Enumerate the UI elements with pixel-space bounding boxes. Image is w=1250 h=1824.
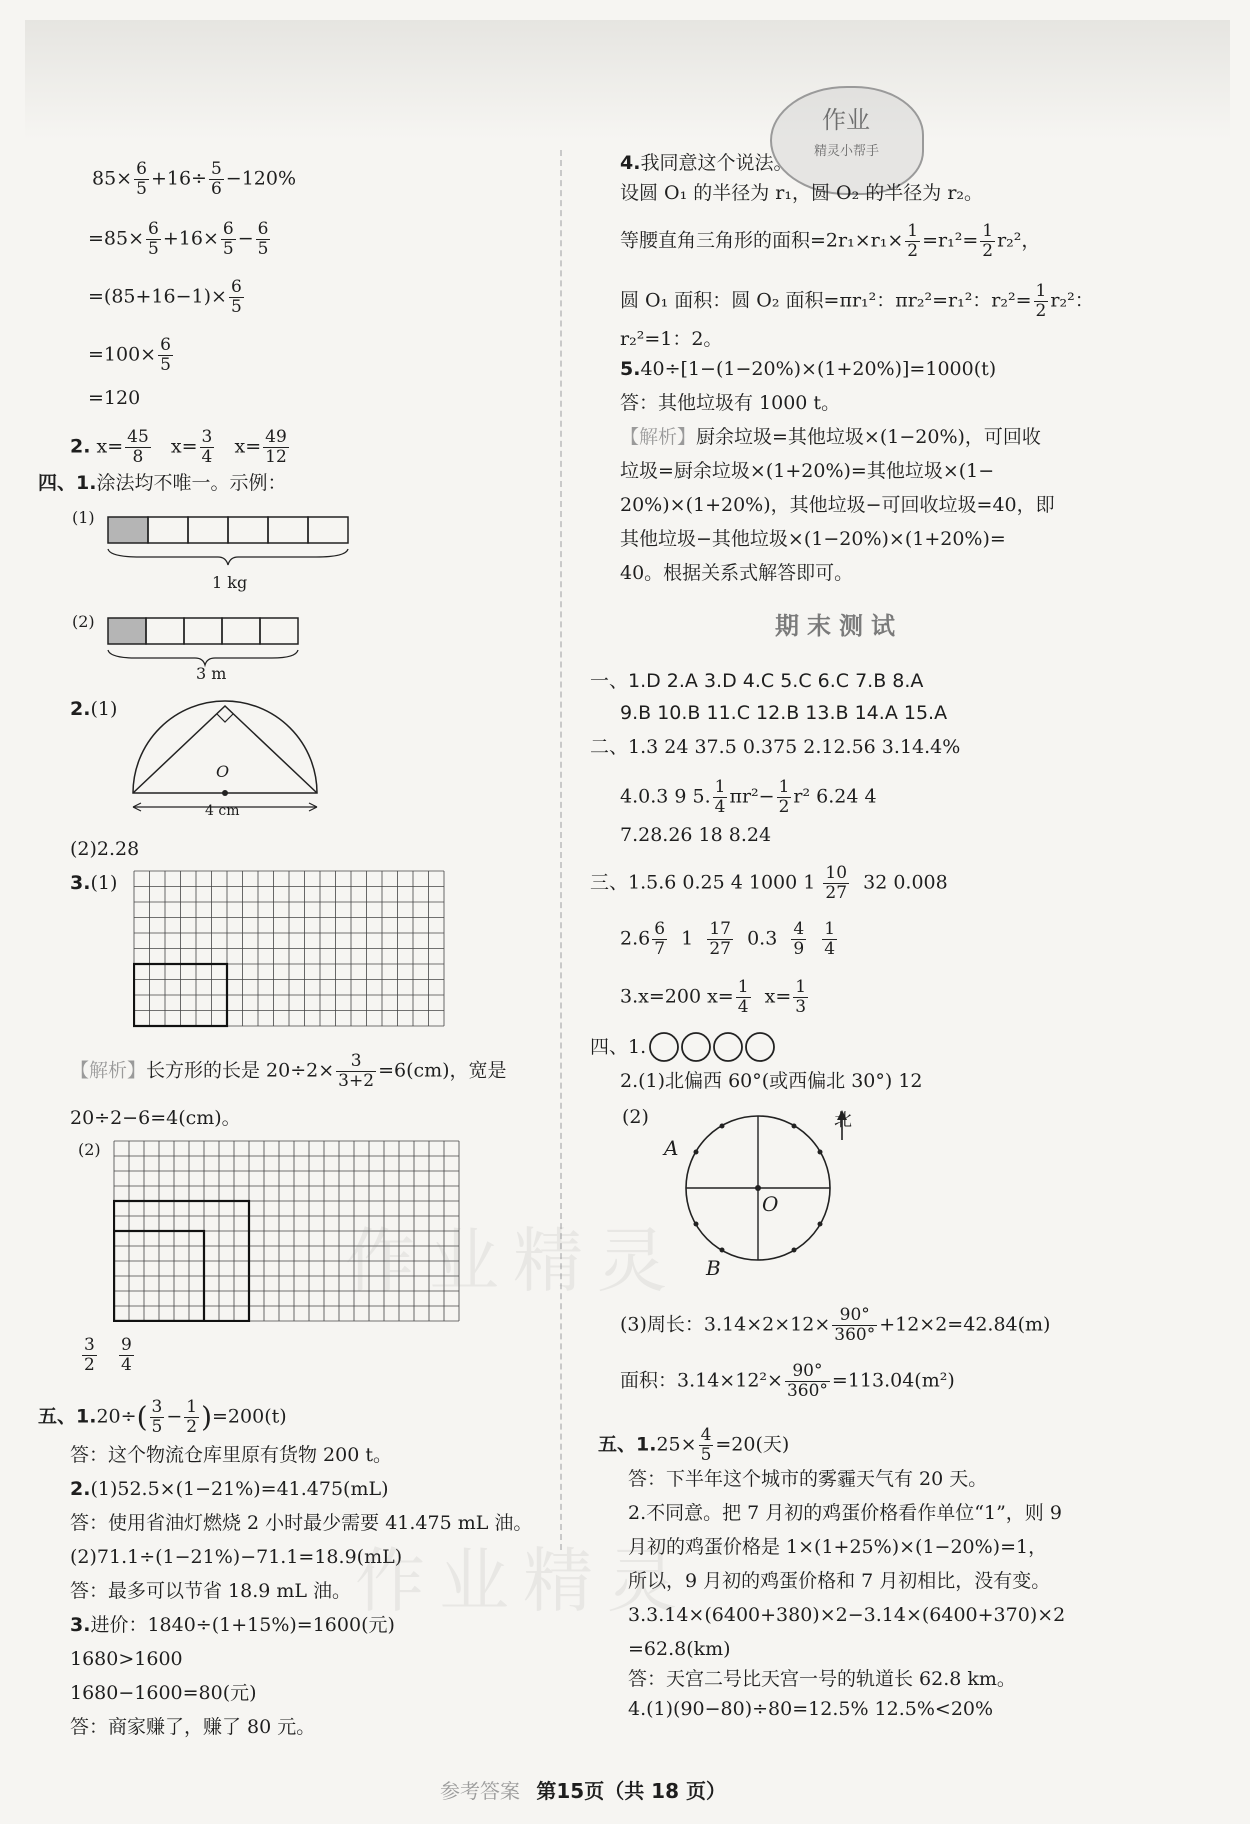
center-o: O [762, 1192, 779, 1216]
unit-1kg: 1 kg [212, 573, 248, 592]
north-label: 北 [834, 1110, 852, 1131]
r-question-5-answer: 答：其他垃圾有 1000 t。 [620, 392, 841, 414]
watermark: 作业精灵 [355, 1540, 691, 1622]
brace [108, 549, 348, 565]
column-divider [560, 150, 562, 1550]
r-analysis-5-c: 20%)×(1+20%)，其他垃圾−可回收垃圾=40，即 [620, 494, 1055, 516]
center-label: O [216, 762, 230, 781]
calc-line-3: =(85+16−1)× $\frac{6}{5}$ [88, 277, 242, 317]
final-test-part2: 二、1.3 24 37.5 0.375 2.12.56 3.14.4% [590, 736, 961, 758]
r-question-4-b: 等腰直角三角形的面积=2r₁×r₁× $\frac{1}{2}$ =r₁²= $\frac{1}{2}$ r₂²， [620, 221, 1041, 261]
fig-3-2-label: (2) [78, 1140, 101, 1159]
point-a: A [664, 1136, 679, 1160]
footer-label: 参考答案 [440, 1779, 520, 1803]
final-test-part4-b: 2.(1)北偏西 60°(或西偏北 30°) 12 [620, 1070, 923, 1092]
fig-1-label: (1) [72, 508, 95, 527]
scan-texture [25, 20, 1230, 140]
final-test-part5-g: 答：天宫二号比天宫一号的轨道长 62.8 km。 [628, 1668, 1016, 1690]
point-b: B [706, 1256, 721, 1280]
final-test-part4: 四、1. [590, 1036, 647, 1058]
final-test-perimeter: (3)周长：3.14×2×12× $\frac{90^\circ}{360^\circ}$ +12×2=42.84(m) [620, 1305, 1051, 1345]
question-2-2: (2)2.28 [70, 838, 140, 860]
section-title: 期末测试 [775, 612, 903, 640]
final-test-part5-c: 月初的鸡蛋价格是 1×(1+25%)×(1−20%)=1， [628, 1536, 1048, 1558]
section-4-heading: 四、1.涂法均不唯一。示例： [38, 472, 287, 494]
r-question-4-a: 设圆 O₁ 的半径为 r₁，圆 O₂ 的半径为 r₂。 [620, 182, 984, 204]
brace [108, 650, 298, 665]
shaded-cell [108, 618, 146, 644]
section-5-q3-b: 1680−1600=80(元) [70, 1682, 257, 1704]
section-5-q1: 五、1.20÷( $\frac{3}{5}$ − $\frac{1}{2}$ )=200(t) [38, 1397, 287, 1437]
grid-figure-1 [133, 870, 445, 1032]
r-analysis-5-d: 其他垃圾−其他垃圾×(1−20%)×(1+20%)= [620, 528, 1006, 550]
r-analysis-5-b: 垃圾=厨余垃圾×(1+20%)=其他垃圾×(1− [620, 460, 995, 482]
question-2-1-label: 2.(1) [70, 698, 118, 720]
right-angle-mark [217, 714, 233, 722]
question-3-1-label: 3.(1) [70, 872, 118, 894]
final-test-part5-b: 2.不同意。把 7 月初的鸡蛋价格看作单位“1”，则 9 [628, 1502, 1062, 1524]
section-5-q3: 3.进价：1840÷(1+15%)=1600(元) [70, 1614, 395, 1636]
compass-label: (2) [622, 1106, 649, 1128]
calc-line-5: =120 [88, 387, 141, 409]
final-test-part3-b: 2.6 $\frac{6}{7}$ 1 $\frac{17}{27}$ 0.3 $\frac{4}{9}$ $\frac{1}{4}$ [620, 919, 836, 959]
four-circles [648, 1030, 788, 1064]
analysis-3-1-cont: 20÷2−6=4(cm)。 [70, 1107, 241, 1129]
question-3-2-answers: $\frac{3}{2}$ $\frac{9}{4}$ [84, 1335, 132, 1375]
final-test-area: 面积：3.14×12²× $\frac{90^\circ}{360^\circ}$ =113.04(m²) [620, 1361, 955, 1401]
question-2-answers: 2. x= $\frac{45}{8}$ x= $\frac{3}{4}$ x= $\frac{49}{12}$ [70, 427, 287, 467]
center-point [222, 790, 228, 796]
final-test-part5-h: 4.(1)(90−80)÷80=12.5% 12.5%<20% [628, 1698, 994, 1720]
analysis-3-1: 【解析】长方形的长是 20÷2× $\frac{3}{3+2}$ =6(cm)，宽是 [70, 1051, 507, 1091]
section-5-q2-2: (2)71.1÷(1−21%)−71.1=18.9(mL) [70, 1546, 403, 1568]
r-analysis-5: 【解析】厨余垃圾=其他垃圾×(1−20%)，可回收 [620, 426, 1041, 448]
r-question-4-d: r₂²=1：2。 [620, 328, 723, 350]
calc-line-2: =85× $\frac{6}{5}$ +16× $\frac{6}{5}$ − $\frac{6}{5}$ [88, 219, 269, 259]
r-analysis-5-e: 40。根据关系式解答即可。 [620, 562, 854, 584]
final-test-part5: 五、1.25× $\frac{4}{5}$ =20(天) [598, 1425, 790, 1465]
final-test-part3-c: 3.x=200 x= $\frac{1}{4}$ x= $\frac{1}{3}$ [620, 977, 807, 1017]
semicircle-triangle-figure [125, 698, 325, 808]
section-5-q3-a: 1680>1600 [70, 1648, 183, 1670]
final-test-part2-c: 7.28.26 18 8.24 [620, 824, 772, 846]
section-5-q2: 2.(1)52.5×(1−21%)=41.475(mL) [70, 1478, 389, 1500]
bar-diagram-3m [100, 608, 330, 668]
watermark: 作业精灵 [345, 1220, 681, 1302]
fig-2-label: (2) [72, 612, 95, 631]
final-test-part5-a: 答：下半年这个城市的雾霾天气有 20 天。 [628, 1468, 988, 1490]
section-5-q2-2-answer: 答：最多可以节省 18.9 mL 油。 [70, 1580, 352, 1602]
r-question-4-c: 圆 O₁ 面积：圆 O₂ 面积=πr₁²：πr₂²=r₁²：r₂²= $\frac{1}{2}$ r₂²： [620, 281, 1094, 321]
section-5-q3-answer: 答：商家赚了，赚了 80 元。 [70, 1716, 316, 1738]
stamp-subtext: 精灵小帮手 [814, 144, 880, 159]
final-test-part2-b: 4.0.3 9 5. $\frac{1}{4}$ πr²− $\frac{1}{2}$ r² 6.24 4 [620, 777, 877, 817]
final-test-part5-d: 所以，9 月初的鸡蛋价格和 7 月初相比，没有变。 [628, 1570, 1051, 1592]
calc-line-1: 85× $\frac{6}{5}$ +16÷ $\frac{5}{6}$ −120% [92, 159, 297, 199]
section-5-q2-answer: 答：使用省油灯燃烧 2 小时最少需要 41.475 mL 油。 [70, 1512, 533, 1534]
section-5-q1-answer: 答：这个物流仓库里原有货物 200 t。 [70, 1444, 392, 1466]
page-footer [440, 1775, 726, 1804]
calc-line-4: =100× $\frac{6}{5}$ [88, 335, 171, 375]
r-question-4: 4.我同意这个说法。 [620, 152, 793, 174]
final-test-part5-f: =62.8(km) [628, 1638, 731, 1660]
homework-stamp [770, 86, 924, 195]
shaded-cell [108, 517, 148, 543]
page-number: 第15页（共 18 页） [536, 1779, 726, 1803]
final-test-part1: 一、1.D 2.A 3.D 4.C 5.C 6.C 7.B 8.A [590, 670, 924, 692]
final-test-part5-e: 3.3.14×(6400+380)×2−3.14×(6400+370)×2 [628, 1604, 1066, 1626]
stamp-text: 作业 [822, 106, 870, 134]
final-test-part3: 三、1.5.6 0.25 4 1000 1 $\frac{10}{27}$ 32 0.008 [590, 863, 948, 903]
final-test-part1-b: 9.B 10.B 11.C 12.B 13.B 14.A 15.A [620, 702, 948, 724]
r-question-5: 5.40÷[1−(1−20%)×(1+20%)]=1000(t) [620, 358, 997, 380]
unit-3m: 3 m [196, 664, 227, 683]
diameter-label: 4 cm [205, 803, 240, 819]
